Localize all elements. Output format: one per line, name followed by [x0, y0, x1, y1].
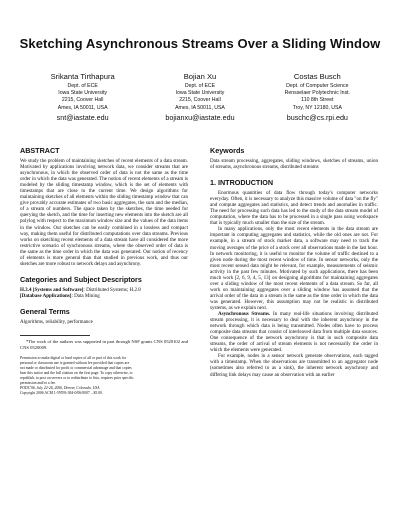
- funding-footnote: *The work of the authors was supported in part through NSF grants CNS 0520102 and CNS 0520009.: [20, 338, 188, 350]
- permission-line: republish, to post on servers or to redistribute to lists, requires prior specific: [20, 375, 134, 380]
- author-affiliation-line: Troy, NY 12180, USA: [292, 104, 342, 111]
- paper-title: Sketching Asynchronous Streams Over a Sliding Window: [19, 36, 381, 51]
- permission-line: personal or classroom use is granted without fee provided that copies are: [20, 361, 130, 366]
- author-affiliation-line: 2215, Coover Hall: [179, 97, 221, 104]
- permission-notice: [20, 356, 188, 395]
- permission-line: bear this notice and the full citation on the first page. To copy otherwise, to: [20, 370, 133, 375]
- categories-heading: Categories and Subject Descriptors: [20, 274, 142, 284]
- category-secondary-rest: : Data Mining: [71, 292, 100, 299]
- author-affiliation-line: Iowa State University: [175, 90, 225, 97]
- author-block: [24, 72, 376, 123]
- permission-line: permission and/or a fee.: [20, 380, 57, 385]
- right-column: [210, 146, 378, 378]
- author-affiliation-line: Ames, IA 50011, USA: [175, 104, 225, 111]
- intro-paragraph: For example, nodes in a sensor network generate observations, each tagged with a timestamp. When the observations are transmitted to an aggregator node (sometimes also referred to as a sink), the inherent network asynchrony and differing link delays may cause an observation with an earlier: [210, 353, 378, 378]
- author-3: [259, 72, 376, 123]
- author-email: bojianxu@iastate.edu: [165, 112, 235, 122]
- intro-paragraph: [210, 311, 378, 353]
- author-affiliation-line: 110 8th Street: [301, 97, 334, 104]
- author-email: snt@iastate.edu: [56, 112, 109, 122]
- left-column: [20, 146, 188, 395]
- general-terms-text: Algorithms, reliability, performance: [20, 318, 93, 325]
- keywords-heading: Keywords: [210, 146, 245, 155]
- author-name: Bojian Xu: [183, 72, 217, 81]
- keywords-text: Data stream processing, aggregates, sliding windows, sketches of streams, union of streams, asynchronous streams, distributed streams: [210, 158, 378, 171]
- permission-line: Permission to make digital or hard copies of all or part of this work for: [20, 356, 127, 361]
- author-affiliation-line: Rensselaer Polytechnic Inst.: [284, 90, 351, 97]
- author-affiliation-line: Dept. of ECE: [67, 83, 98, 89]
- conference-line: PODC'06, July 22-26, 2006, Denver, Colorado, USA.: [20, 385, 101, 390]
- author-affiliation-line: 2215, Coover Hall: [61, 97, 104, 104]
- intro-paragraph: In many applications, only the most recent elements in the data stream are important in computing aggregates and statistics, while the old ones are not. For example, in a stream of stock market data, a software may need to track the moving averages of the price of a stock over all observations made in the last hour. In network monitoring, it is useful to monitor the volume of traffic destined to a given node during the most recent window of time. In sensor networks, only the most recent sensed data might be relevant, for example, measurements of seismic activity in the past few minutes. Motivated by such applications, there has been much work [2, 6, 9, 4, 5, 13] on designing algorithms for maintaining aggregates over a sliding window of the most recent elements of a data stream. So far, all work on maintaining aggregates over a sliding window has assumed that the arrival order of the data in a stream is the same as the time order in which the data was generated. However, this assumption may not be realistic in distributed systems, as we explain next.: [210, 226, 378, 311]
- author-email: buschc@cs.rpi.edu: [286, 112, 348, 122]
- category-secondary: [Database Applications]: [20, 292, 72, 299]
- author-1: [24, 72, 141, 123]
- author-affiliation-line: Dept. of Computer Science: [286, 83, 349, 89]
- introduction-heading: 1. INTRODUCTION: [210, 178, 274, 188]
- intro-paragraph: Enormous quantities of data flow through today's computer networks everyday. Often, it is necessary to analyze this massive volume of data "on the fly" and compute aggregates and statistics, and detect trends and anomalies in traffic. The need for processing such data has led to the study of the data stream model of computation, where the data has to be processed in a single pass using workspace that is typically much smaller than the size of the stream.: [210, 190, 378, 227]
- abstract-heading: ABSTRACT: [20, 146, 60, 155]
- abstract-text: We study the problem of maintaining sketches of recent elements of a data stream. Motivated by applications involving network data, we consider streams that are asynchronous, in which the observed order of data is not the same as the time order in which the data was generated. The notion of recent elements of a stream is modeled by the sliding timestamp window, which is the set of elements with timestamps that are close to the current time. We design algorithms for maintaining sketches of all elements within the sliding timestamp window that can give provably accurate estimates of two basic aggregates, the sum and the median, of a stream of numbers. The space taken by the sketches, the time needed for querying the sketch, and the time for inserting new elements into the sketch are all polylog with respect to the maximum window size and the values of the data items in the window. Our sketches can be easily combined in a lossless and compact way, making them useful for distributed computations over data streams. Previous works on sketching recent elements of a data stream have all considered the more restrictive scenario of synchronous streams, where the observed order of data is the same as the time order in which the data was generated. Our notion of recency of elements is more general than that studied in previous work, and thus our sketches are more robust to network delays and asynchrony.: [20, 158, 188, 267]
- footnote-rule: [20, 335, 90, 336]
- categories-text: [20, 287, 188, 299]
- copyright-line: Copyright 2006 ACM 1-59593-384-0/06/0007 ...$5.00.: [20, 390, 103, 395]
- category-primary-rest: : Distributed Systems; H.2.8: [83, 286, 141, 293]
- category-primary: H.3.4 [Systems and Software]: [20, 286, 84, 293]
- run-in-heading: Asynchronous Streams.: [218, 311, 271, 318]
- author-affiliation-line: Dept. of ECE: [184, 83, 216, 89]
- permission-line: not made or distributed for profit or commercial advantage and that copies: [20, 365, 132, 370]
- general-terms-heading: General Terms: [20, 306, 70, 316]
- author-affiliation-line: Ames, IA 50011, USA: [57, 104, 108, 111]
- author-name: Costas Busch: [293, 72, 341, 81]
- author-affiliation-line: Iowa State University: [58, 90, 108, 97]
- author-2: [141, 72, 258, 123]
- author-name: Srikanta Tirthapura: [50, 72, 115, 81]
- intro-paragraph-text: In many real-life situations involving distributed stream processing, it is necessary to deal with the inherent asynchrony in the network through which data is being transmitted. Nodes often have to process composite data streams that consist of interleaved data from multiple data sources. One consequence of the network asynchrony is that in such composite data streams, the order of arrival of stream elements is not necessarily the order in which the elements were generated.: [210, 311, 378, 354]
